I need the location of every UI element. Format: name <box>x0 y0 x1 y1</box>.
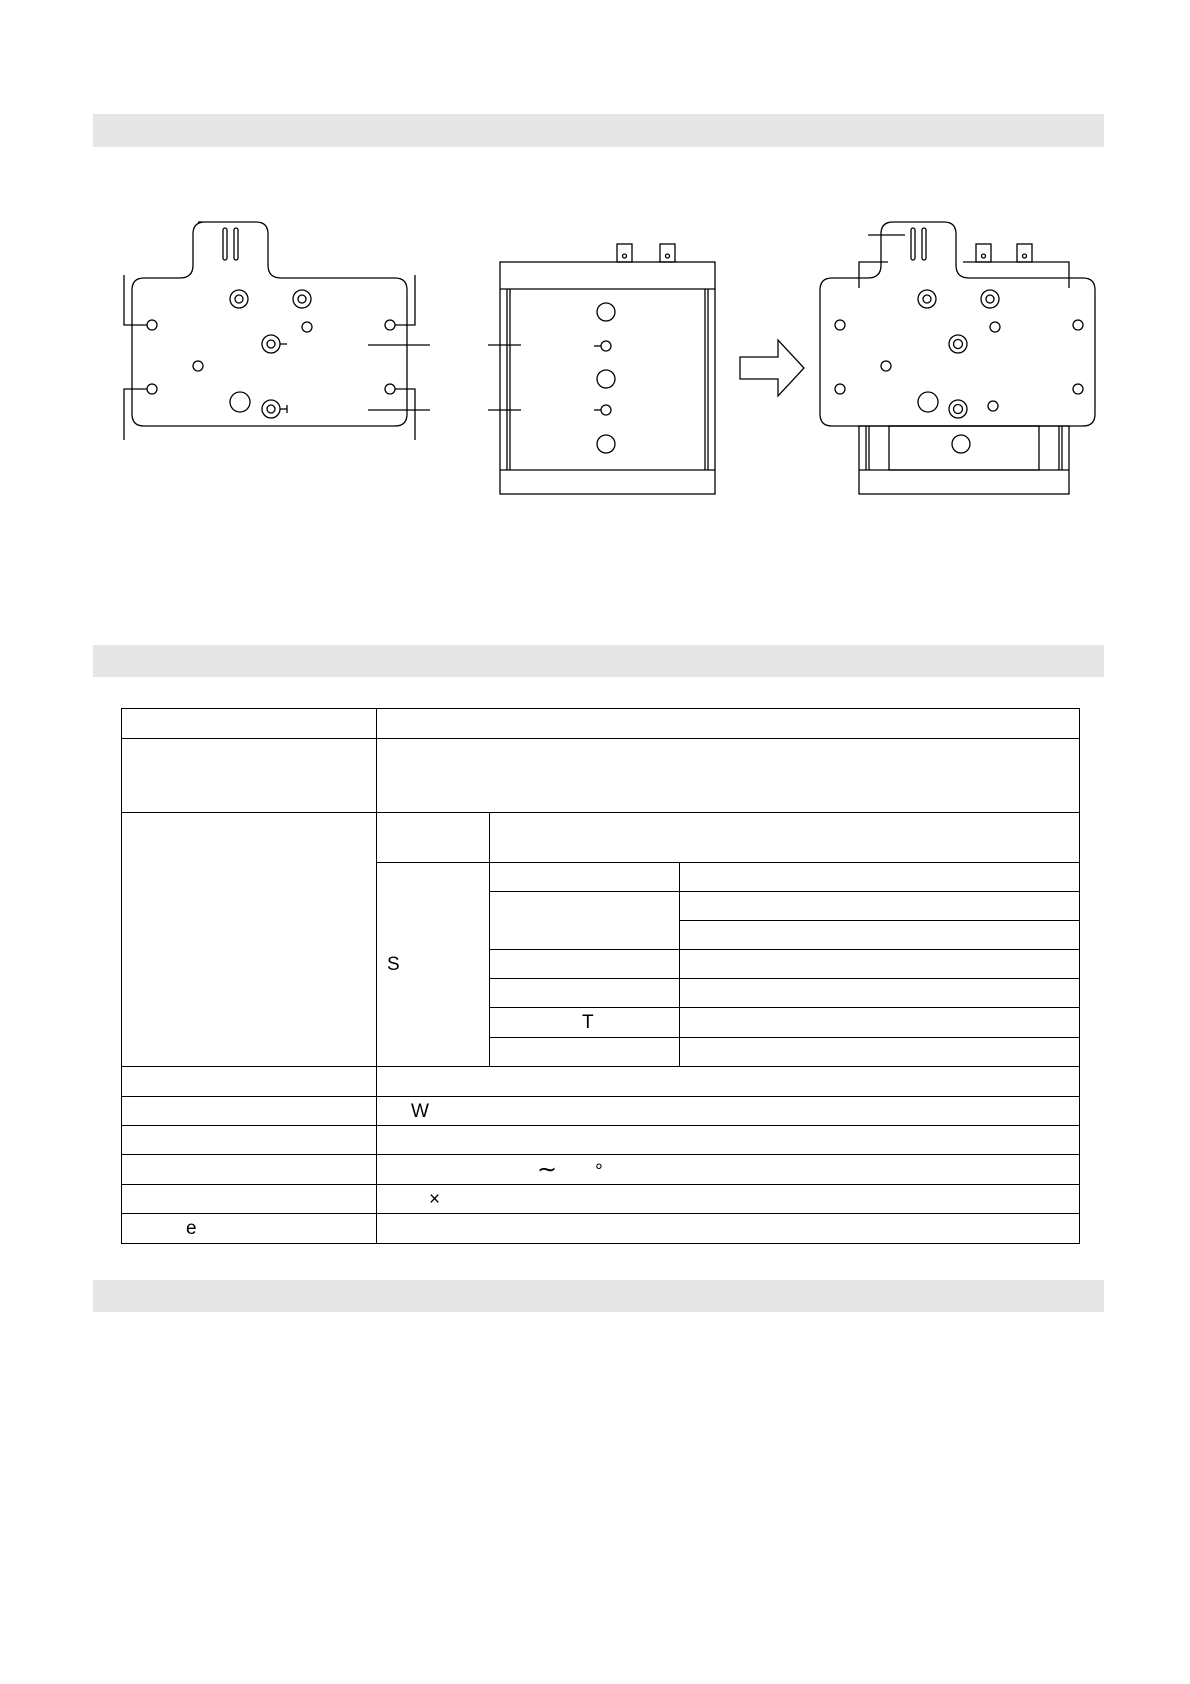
table-row <box>122 1214 1080 1244</box>
table-cell <box>122 1214 377 1244</box>
table-cell <box>377 739 1080 813</box>
degree-symbol: ° <box>595 1160 603 1182</box>
right-arrow <box>740 340 804 396</box>
row-letter-e: e <box>186 1218 197 1239</box>
table-cell <box>680 921 1080 950</box>
table-cell <box>122 1097 377 1126</box>
table-cell <box>122 739 377 813</box>
table-cell <box>490 863 680 892</box>
table-cell <box>377 1214 1080 1244</box>
table-cell <box>122 1185 377 1214</box>
table-cell <box>122 1155 377 1185</box>
table-cell <box>122 1067 377 1097</box>
table-cell <box>490 1038 680 1067</box>
specification-table <box>121 708 1080 1244</box>
table-cell <box>377 863 490 1067</box>
assembled-drawing <box>820 222 1095 494</box>
table-cell <box>680 950 1080 979</box>
table-cell <box>377 1067 1080 1097</box>
table-cell <box>680 863 1080 892</box>
table-cell <box>490 1008 680 1038</box>
sub-letter-t: T <box>582 1012 594 1033</box>
table-cell <box>490 813 1080 863</box>
table-cell <box>490 892 680 950</box>
table-cell <box>377 1097 1080 1126</box>
table-row <box>122 709 1080 739</box>
table-cell <box>377 1126 1080 1155</box>
unit-body-drawing <box>488 244 715 494</box>
table-row <box>122 1126 1080 1155</box>
table-row <box>122 813 1080 863</box>
section-header-band-3 <box>93 1280 1104 1312</box>
table-cell <box>122 709 377 739</box>
tilde-symbol: ∼ <box>537 1155 558 1183</box>
table-cell <box>122 1126 377 1155</box>
table-cell <box>680 1008 1080 1038</box>
table-row <box>122 1155 1080 1185</box>
row-letter-w: W <box>411 1100 429 1122</box>
table-cell <box>377 813 490 863</box>
table-row <box>122 1185 1080 1214</box>
table-cell <box>377 709 1080 739</box>
table-cell <box>490 979 680 1008</box>
table-cell <box>377 1155 1080 1185</box>
table-cell <box>680 892 1080 921</box>
table-row <box>122 739 1080 813</box>
table-row <box>122 1067 1080 1097</box>
technical-drawing-figure <box>0 0 1190 600</box>
table-row <box>122 1097 1080 1126</box>
sub-letter-s: S <box>387 954 400 975</box>
section-header-band-2 <box>93 645 1104 677</box>
table-cell <box>377 1185 1080 1214</box>
table-cell <box>680 979 1080 1008</box>
table-cell <box>490 950 680 979</box>
mounting-plate-drawing <box>124 222 430 440</box>
times-symbol: × <box>429 1188 441 1210</box>
table-cell <box>680 1038 1080 1067</box>
table-cell <box>122 813 377 1067</box>
